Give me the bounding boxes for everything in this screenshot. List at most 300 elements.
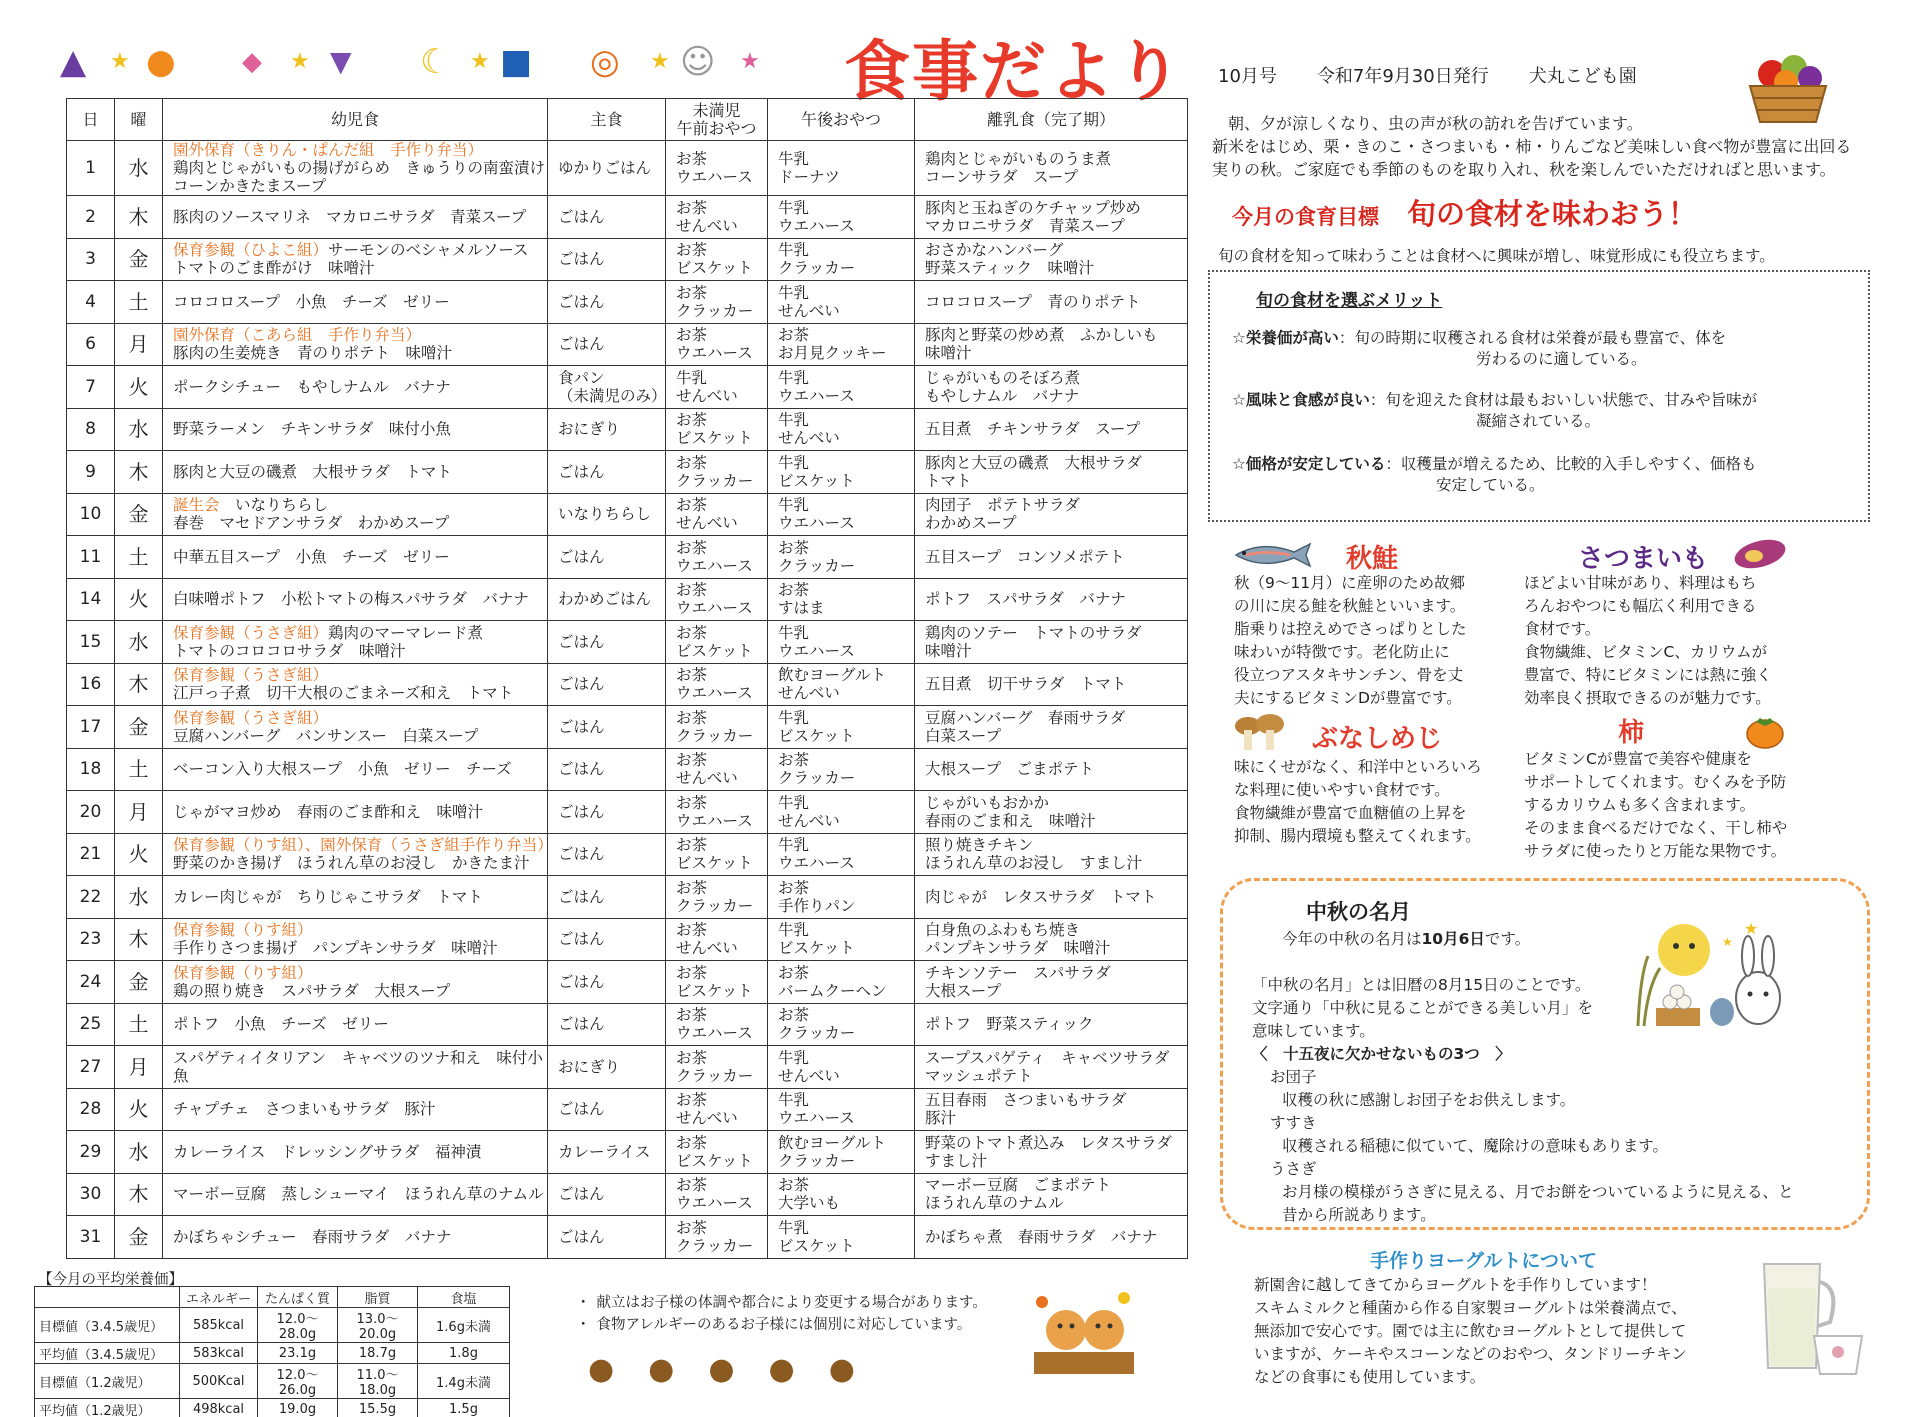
pumpkin-icon: ● [146, 42, 176, 82]
snack-line: 飲むヨーグルト [778, 1133, 887, 1152]
baby-line: すまし汁 [925, 1151, 988, 1170]
menu-line: 豚肉と大豆の磯煮 大根サラダ トマト [173, 462, 452, 481]
star-icon: ★ [290, 49, 310, 74]
staple-cell [548, 323, 666, 366]
event-note: 保育参観（うさぎ組） [173, 623, 329, 642]
snack-line: 牛乳 [778, 921, 810, 940]
menu-line: 鶏の照り焼き スパサラダ 大根スープ [173, 981, 451, 1000]
menu-line: トマトのごま酢がけ 味噌汁 [173, 259, 375, 278]
star-icon: ★ [470, 49, 490, 74]
day-cell: 31 [67, 1216, 115, 1259]
baby-line: マーボー豆腐 ごまポテト [925, 1176, 1112, 1195]
menu-line: コーンかきたまスープ [173, 177, 327, 195]
weekday-cell: 金 [115, 961, 163, 1004]
baby-line: チキンソテー スパサラダ [925, 963, 1111, 982]
menu-line: コロコロスープ 小魚 チーズ ゼリー [173, 292, 450, 311]
baby-line: ほうれん草のお浸し すまし汁 [925, 854, 1143, 873]
day-cell: 24 [67, 961, 115, 1004]
snack-line: 牛乳 [778, 793, 810, 812]
snack-line: お茶 [676, 1133, 708, 1152]
staple-cell [548, 748, 666, 791]
event-note: 保育参観（りす組） [173, 921, 313, 940]
note-item: ・ 献立はお子様の体調や都合により変更する場合があります。 [576, 1292, 987, 1314]
weekday-cell: 土 [115, 1003, 163, 1046]
black-cat-icon: ■ [500, 42, 533, 82]
nutrition-col-header: エネルギー [180, 1287, 258, 1308]
am-snack-cell [666, 323, 768, 366]
baby-line: 大根スープ ごまポテト [925, 760, 1094, 779]
baby-food-cell [915, 876, 1188, 919]
snack-line: お茶 [778, 751, 810, 770]
nutrition-col-header [35, 1287, 180, 1308]
sweet-potato-icon [1730, 534, 1792, 572]
baby-line: 肉団子 ポテトサラダ [925, 496, 1080, 515]
staple-line: ごはん [558, 972, 605, 991]
child-meal-cell [163, 918, 548, 961]
baby-line: ポトフ スパサラダ バナナ [925, 590, 1126, 609]
snack-line: お茶 [778, 581, 810, 600]
baby-food-cell [915, 663, 1188, 706]
child-meal-cell [163, 1216, 548, 1259]
staple-cell [548, 238, 666, 281]
menu-item: サーモンのベシャメルソース [328, 241, 529, 260]
weekday-cell: 火 [115, 366, 163, 409]
staple-line: ごはん [558, 1185, 605, 1204]
child-meal-cell [163, 281, 548, 324]
staple-cell [548, 281, 666, 324]
child-meal-cell [163, 876, 548, 919]
staple-line: ごはん [558, 250, 605, 269]
nutrition-value: 1.6g未満 [418, 1308, 510, 1343]
svg-text:★: ★ [1722, 935, 1733, 949]
weekday-cell: 水 [115, 141, 163, 196]
nutrition-value: 1.5g [418, 1399, 510, 1417]
snack-line: お茶 [676, 1218, 708, 1237]
intro-line: 朝、夕が涼しくなり、虫の声が秋の訪れを告げています。 [1228, 114, 1643, 133]
weekday-cell: 金 [115, 493, 163, 536]
weekday-cell: 金 [115, 238, 163, 281]
table-row [67, 1088, 1188, 1131]
snack-line: ウエハース [676, 811, 753, 830]
snack-line: お茶 [676, 538, 708, 557]
baby-line: 白菜スープ [925, 726, 1001, 745]
staple-line: ごはん [558, 632, 605, 651]
snack-line: ウエハース [676, 556, 753, 575]
baby-line: ほうれん草のナムル [925, 1194, 1064, 1213]
snack-line: 牛乳 [778, 241, 810, 260]
baby-food-cell [915, 493, 1188, 536]
snack-line: せんべい [676, 386, 738, 405]
baby-food-cell [915, 918, 1188, 961]
snack-line: お月見クッキー [778, 344, 887, 363]
pm-snack-cell [768, 196, 915, 239]
baby-line: 味噌汁 [925, 344, 972, 363]
weekday-cell: 月 [115, 323, 163, 366]
menu-line: 野菜のかき揚げ ほうれん草のお浸し かきたま汁 [173, 854, 530, 873]
staple-line: おにぎり [558, 420, 621, 439]
child-meal-cell [163, 961, 548, 1004]
child-meal-cell [163, 493, 548, 536]
baby-line: 五目煮 チキンサラダ スープ [925, 420, 1141, 439]
am-snack-cell [666, 578, 768, 621]
snack-line: 牛乳 [778, 453, 810, 472]
day-cell: 17 [67, 706, 115, 749]
table-row [67, 706, 1188, 749]
snack-line: お茶 [778, 326, 810, 345]
baby-line: コーンサラダ スープ [925, 168, 1078, 186]
nutrition-table [34, 1286, 510, 1417]
nutrition-row-label: 平均値（1.2歳児） [35, 1399, 180, 1417]
mushroom-icon [1232, 712, 1288, 752]
snack-line: ビスケット [676, 259, 753, 278]
animal-parade-icons: ●●●●● [588, 1352, 889, 1387]
child-meal-cell [163, 1046, 548, 1089]
child-meal-cell [163, 451, 548, 494]
weekday-cell: 水 [115, 621, 163, 664]
day-cell: 27 [67, 1046, 115, 1089]
staple-cell [548, 791, 666, 834]
pm-snack-cell [768, 876, 915, 919]
staple-cell [548, 1088, 666, 1131]
baby-line: 五目春雨 さつまいもサラダ [925, 1091, 1127, 1110]
baby-line: かぼちゃ煮 春雨サラダ バナナ [925, 1227, 1158, 1246]
col-header-pm-snack: 午後おやつ [768, 99, 915, 141]
baby-line: マッシュポテト [925, 1066, 1033, 1085]
snack-line: お茶 [676, 793, 708, 812]
child-meal-cell [163, 578, 548, 621]
day-cell: 4 [67, 281, 115, 324]
pm-snack-cell [768, 493, 915, 536]
snack-line: お茶 [676, 453, 708, 472]
staple-line: ごはん [558, 335, 605, 354]
snack-line: せんべい [676, 939, 738, 958]
witch-hat-icon: ▲ [60, 42, 87, 82]
menu-item: 鶏肉のマーマレード煮 [328, 623, 484, 642]
weekday-cell: 土 [115, 536, 163, 579]
nutrition-value: 18.7g [338, 1343, 418, 1364]
baby-line: 大根スープ [925, 981, 1001, 1000]
staple-cell [548, 1003, 666, 1046]
weekday-cell: 水 [115, 876, 163, 919]
merit-text-cont: 凝縮されている。 [1476, 412, 1601, 430]
table-row [67, 536, 1188, 579]
snack-line: お茶 [676, 1048, 708, 1067]
pm-snack-cell [768, 1088, 915, 1131]
salmon-text: 秋（9～11月）に産卵のため故郷 の川に戻る鮭を秋鮭といいます。 脂乗りは控えめでさっぱりとした 味わいが特徴です。老化防止に 役立つアスタキサンチン、骨を丈 夫にするビタミンDが豊富です。 [1234, 574, 1467, 707]
table-row [67, 1216, 1188, 1259]
menu-line: 野菜ラーメン チキンサラダ 味付小魚 [173, 420, 451, 439]
snack-line: ウエハース [778, 216, 855, 235]
snack-line: 手作りパン [778, 896, 856, 915]
table-row [67, 141, 1188, 196]
menu-line [173, 624, 547, 642]
table-row [67, 578, 1188, 621]
child-meal-cell [163, 366, 548, 409]
event-note: 保育参観（うさぎ組） [173, 666, 329, 685]
snack-line: クラッカー [778, 1024, 856, 1043]
snack-line: お茶 [676, 1006, 708, 1025]
snack-line: 飲むヨーグルト [778, 666, 887, 685]
snack-line: 大学いも [778, 1194, 841, 1213]
snack-line: ウエハース [676, 684, 753, 703]
merit-text: ：収穫量が増えるため、比較的入手しやすく、価格も [1385, 455, 1757, 473]
snack-line: クラッカー [676, 301, 754, 320]
snack-line: お茶 [676, 198, 708, 217]
snack-line: お茶 [676, 921, 708, 940]
pm-snack-cell [768, 621, 915, 664]
snack-line: クラッカー [778, 556, 856, 575]
snack-line: ビスケット [778, 1236, 855, 1255]
baby-line: じゃがいものそぼろ煮 [925, 368, 1081, 387]
am-snack-cell [666, 493, 768, 536]
nutrition-col-header: 脂質 [338, 1287, 418, 1308]
pm-snack-cell [768, 748, 915, 791]
baby-food-cell [915, 1003, 1188, 1046]
menu-line: ポークシチュー もやしナムル バナナ [173, 377, 451, 396]
day-cell: 8 [67, 408, 115, 451]
staple-line: ごはん [558, 462, 605, 481]
snack-line: お茶 [676, 623, 708, 642]
am-snack-cell [666, 451, 768, 494]
merit-item [1232, 328, 1852, 370]
day-cell: 21 [67, 833, 115, 876]
staple-line: ごはん [558, 1100, 605, 1119]
snack-line: せんべい [778, 429, 840, 448]
candy-icon: ◆ [242, 47, 262, 77]
staple-cell [548, 493, 666, 536]
menu-notes [576, 1292, 987, 1336]
nutrition-value: 1.8g [418, 1343, 510, 1364]
sweet-potato-heading: さつまいも [1578, 544, 1709, 574]
yogurt-title: 手作りヨーグルトについて [1370, 1250, 1598, 1272]
merit-box [1208, 270, 1870, 522]
org-name: 犬丸こども園 [1528, 66, 1637, 87]
star-icon: ★ [650, 49, 670, 74]
page-title: 食事だより [844, 33, 1184, 110]
merit-head: ☆価格が安定している [1232, 455, 1386, 473]
snack-line: 牛乳 [778, 198, 810, 217]
menu-line: 白味噌ポトフ 小松トマトの梅スパサラダ バナナ [173, 590, 529, 609]
staple-line: ごはん [558, 675, 605, 694]
staple-line: ごはん [558, 207, 605, 226]
staple-line: ごはん [558, 1015, 605, 1034]
staple-line: ごはん [558, 292, 605, 311]
merit-text: ：旬を迎えた食材は最もおいしい状態で、甘みや旨味が [1369, 391, 1758, 409]
snack-line: ウエハース [676, 1194, 753, 1213]
merit-text-cont: 労わるのに適している。 [1476, 350, 1647, 368]
pm-snack-cell [768, 536, 915, 579]
table-row [67, 1131, 1188, 1174]
snack-line: すはま [778, 599, 825, 618]
snack-line: 牛乳 [778, 496, 810, 515]
baby-line: おさかなハンバーグ [925, 241, 1064, 260]
nutrition-value: 12.0～26.0g [258, 1364, 338, 1399]
snack-line: クラッカー [676, 896, 754, 915]
am-snack-cell [666, 748, 768, 791]
weekday-cell: 水 [115, 1131, 163, 1174]
baby-line: じゃがいもおかか [925, 793, 1050, 812]
am-snack-cell [666, 1216, 768, 1259]
snack-line: お茶 [778, 1006, 810, 1025]
snack-line: お茶 [676, 666, 708, 685]
table-row [67, 876, 1188, 919]
am-snack-cell [666, 1088, 768, 1131]
staple-line: カレーライス [558, 1142, 651, 1161]
table-row [67, 918, 1188, 961]
weekday-cell: 月 [115, 791, 163, 834]
moon-icon: ☾ [420, 42, 451, 82]
snack-line: ビスケット [676, 641, 753, 660]
child-meal-cell [163, 1173, 548, 1216]
snack-line: お茶 [676, 283, 708, 302]
snack-line: ウエハース [676, 599, 753, 618]
staple-line: ごはん [558, 887, 605, 906]
baby-line: 豚肉と玉ねぎのケチャップ炒め [925, 198, 1141, 217]
snack-line: ビスケット [778, 471, 855, 490]
staple-cell [548, 876, 666, 919]
snack-line: 牛乳 [778, 411, 810, 430]
nutrition-value: 19.0g [258, 1399, 338, 1417]
staple-cell [548, 621, 666, 664]
menu-line: 鶏肉とじゃがいもの揚げがらめ きゅうりの南蛮漬け [173, 159, 546, 177]
pm-snack-cell [768, 833, 915, 876]
staple-line: ごはん [558, 1227, 605, 1246]
snack-line: お茶 [676, 708, 708, 727]
snack-line: クラッカー [676, 1066, 754, 1085]
table-row [67, 1003, 1188, 1046]
baby-food-cell [915, 408, 1188, 451]
nutrition-value: 583kcal [180, 1343, 258, 1364]
snack-line: ビスケット [676, 981, 753, 1000]
event-note: 保育参観（りす組）、園外保育（うさぎ組手作り弁当） [173, 836, 553, 855]
nutrition-row [35, 1364, 510, 1399]
snack-line: せんべい [778, 811, 840, 830]
snack-line: ドーナツ [778, 168, 840, 186]
nutrition-row [35, 1399, 510, 1417]
intro-line: 新米をはじめ、栗・きのこ・さつまいも・柿・りんごなど美味しい食べ物が豊富に出回る [1212, 137, 1852, 156]
am-snack-cell [666, 1173, 768, 1216]
day-cell: 25 [67, 1003, 115, 1046]
issue-date: 令和7年9月30日発行 [1316, 66, 1489, 87]
weekday-cell: 月 [115, 1046, 163, 1089]
staple-cell [548, 366, 666, 409]
day-cell: 30 [67, 1173, 115, 1216]
snack-line: お茶 [676, 411, 708, 430]
snack-line: せんべい [778, 1066, 840, 1085]
snack-line: 牛乳 [778, 623, 810, 642]
baby-line: トマト [925, 471, 972, 490]
moon-festival-text: 今年の中秋の名月は10月6日です。 「中秋の名月」とは旧暦の8月15日のことです。 文字通り「中秋に見ることができる美しい月」を 意味しています。 〈 十五夜に欠かせないもの3つ 〉 お団子 収穫の秋に感謝しお団子をお供えします。 すすき 収穫される稲穂に似ていて、魔除けの意味もあります。 うさぎ お月様の模様がうさぎに見える、月でお餅をついているように見える、と 昔から所説あります。 [1252, 930, 1794, 1224]
merit-item [1232, 390, 1852, 432]
menu-line: 江戸っ子煮 切干大根のごまネーズ和え トマト [173, 684, 514, 703]
menu-item: いなりちらし [219, 496, 329, 515]
halloween-decoration [60, 40, 790, 90]
nutrition-value: 500Kcal [180, 1364, 258, 1399]
snack-line: お茶 [676, 1091, 708, 1110]
weekday-cell: 火 [115, 1088, 163, 1131]
salmon-icon [1232, 540, 1314, 570]
baby-line: 鶏肉のソテー トマトのサラダ [925, 623, 1142, 642]
nutrition-row-label: 平均値（3.4.5歳児） [35, 1343, 180, 1364]
snack-line: 牛乳 [778, 1091, 810, 1110]
staple-cell [548, 578, 666, 621]
table-row [67, 408, 1188, 451]
staple-cell [548, 1046, 666, 1089]
goal-label: 今月の食育目標 [1232, 205, 1379, 229]
baby-line: 豚汁 [925, 1109, 957, 1128]
nutrition-row [35, 1343, 510, 1364]
intro-text [1212, 112, 1872, 181]
staple-cell [548, 833, 666, 876]
baby-food-cell [915, 621, 1188, 664]
snack-line: 牛乳 [778, 368, 810, 387]
pm-snack-cell [768, 1003, 915, 1046]
weekday-cell: 火 [115, 578, 163, 621]
persimmon-text: ビタミンCが豊富で美容や健康を サポートしてくれます。むくみを予防 するカリウムも多く含まれます。 そのまま食べるだけでなく、干し柿や サラダに使ったりと万能な果物です。 [1524, 750, 1788, 860]
baby-line: 野菜スティック 味噌汁 [925, 259, 1094, 278]
child-meal-cell [163, 663, 548, 706]
day-cell: 2 [67, 196, 115, 239]
day-cell: 15 [67, 621, 115, 664]
menu-line: ベーコン入り大根スープ 小魚 ゼリー チーズ [173, 760, 512, 779]
weekday-cell: 木 [115, 1173, 163, 1216]
weekday-cell: 木 [115, 663, 163, 706]
event-note: 誕生会 [173, 496, 220, 515]
pm-snack-cell [768, 961, 915, 1004]
menu-line: カレー肉じゃが ちりじゃこサラダ トマト [173, 887, 483, 906]
am-snack-cell [666, 791, 768, 834]
snack-line: 牛乳 [778, 708, 810, 727]
pm-snack-cell [768, 1216, 915, 1259]
baby-line: スープスパゲティ キャベツサラダ [925, 1048, 1170, 1067]
table-row [67, 323, 1188, 366]
persimmon-icon [1744, 712, 1786, 750]
col-header-am-snack: 未満児 午前おやつ [666, 99, 768, 141]
merit-head: ☆栄養価が高い [1232, 329, 1339, 347]
pm-snack-cell [768, 323, 915, 366]
baby-food-cell [915, 281, 1188, 324]
baby-line: 味噌汁 [925, 641, 972, 660]
child-meal-cell [163, 791, 548, 834]
baby-line: 五目煮 切干サラダ トマト [925, 675, 1127, 694]
nutrition-col-header: 食塩 [418, 1287, 510, 1308]
staple-cell [548, 536, 666, 579]
child-meal-cell [163, 536, 548, 579]
table-row [67, 451, 1188, 494]
baby-food-cell [915, 451, 1188, 494]
snack-line: お茶 [676, 496, 708, 515]
menu-line: 豚肉のソースマリネ マカロニサラダ 青菜スープ [173, 207, 527, 226]
staple-cell [548, 663, 666, 706]
day-cell: 6 [67, 323, 115, 366]
snack-line: お茶 [778, 963, 810, 982]
pm-snack-cell [768, 1173, 915, 1216]
snack-line: ウエハース [676, 344, 753, 363]
baby-line: マカロニサラダ 青菜スープ [925, 216, 1125, 235]
staple-cell [548, 141, 666, 196]
weekday-cell: 金 [115, 706, 163, 749]
table-row [67, 663, 1188, 706]
snack-line: ウエハース [676, 1024, 753, 1043]
goal-text: 旬の食材を味わおう！ [1407, 197, 1698, 231]
staple-cell [548, 918, 666, 961]
am-snack-cell [666, 366, 768, 409]
child-meal-cell [163, 323, 548, 366]
baby-line: コロコロスープ 青のりポテト [925, 292, 1141, 311]
star-icon: ★ [740, 49, 760, 74]
table-row [67, 961, 1188, 1004]
snack-line: ウエハース [778, 514, 855, 533]
